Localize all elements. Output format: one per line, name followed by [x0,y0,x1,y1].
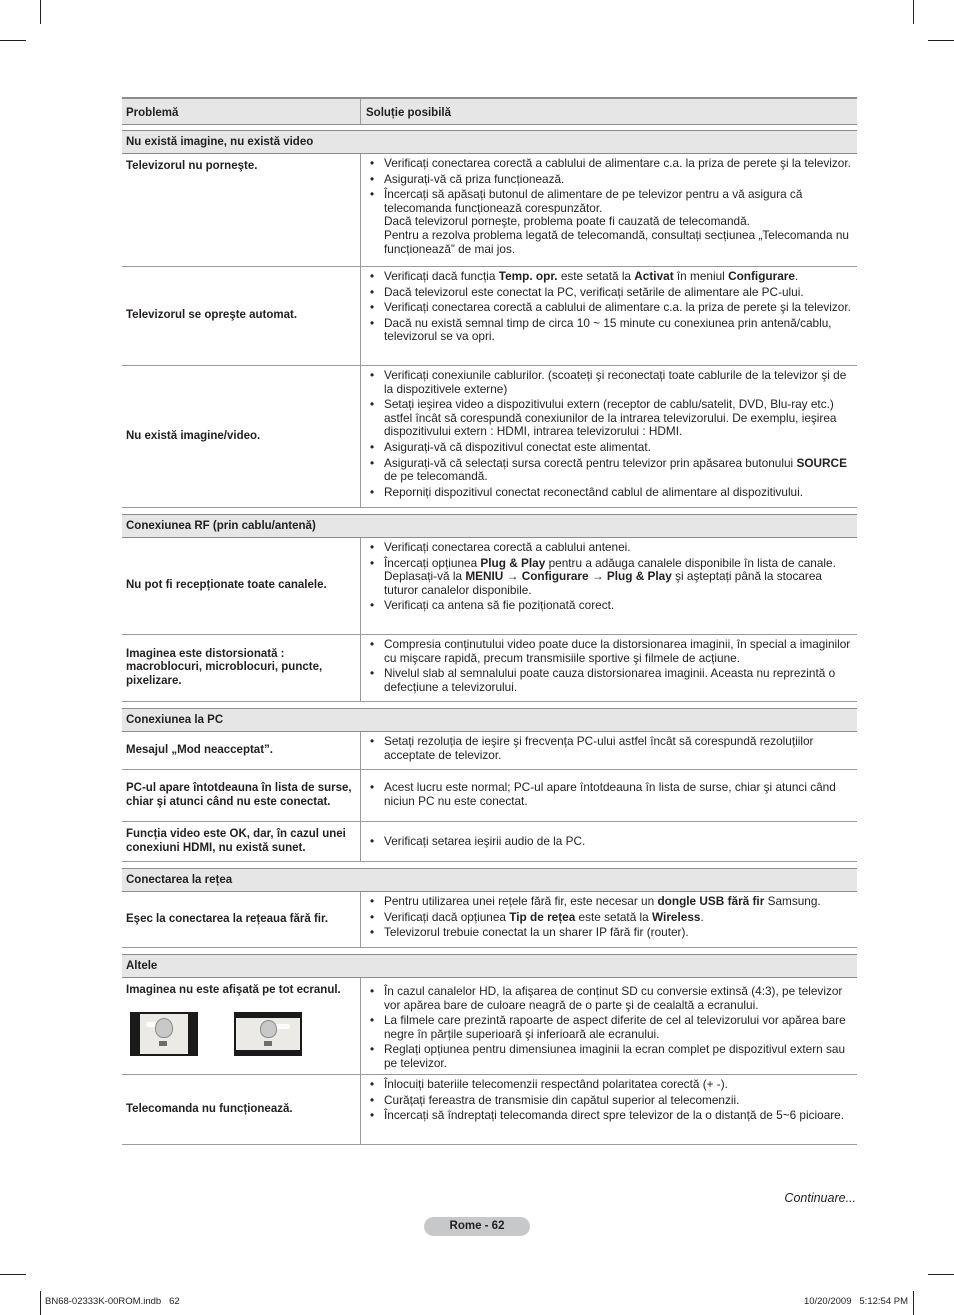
problem-text: Televizorul nu porneşte. [126,160,258,172]
table-row [122,732,857,770]
problem-text: PC-ul apare întotdeauna în lista de surse, chiar şi atunci când nu este conectat. [126,781,352,808]
menu-keyword: MENIU [465,569,504,584]
solution-cell [361,822,857,861]
table-row [122,538,857,635]
tv-pillarbox-illustration [130,1012,198,1056]
problem-text: Televizorul se opreşte automat. [126,309,298,322]
solution-item [369,270,851,284]
problem-text: Nu există imagine/video. [126,429,261,442]
problem-cell [122,822,361,861]
table-row [122,892,857,948]
solution-item: • La filmele care prezintă rapoarte de aspect diferite de cel al televizorului vor apărea bare negre în părțile superioară şi inferioară ale ecranului. [369,1014,851,1041]
table-row [122,635,857,702]
solution-item: • Setați rezoluția de ieşire şi frecvența PC-ului astfel încât să corespundă rezoluțiilor acceptate de televizor. [369,735,851,762]
solution-text: Încercați opțiunea [384,555,481,570]
solution-item: • Verificați conectarea corectă a cablului de alimentare c.a. la priza de perete şi la televizor. [369,157,851,171]
solution-item: • Nivelul slab al semnalului poate cauza distorsionarea imaginii. Aceasta nu reprezintă o defecțiune a televizorului. [369,667,851,694]
crop-mark [0,40,26,41]
table-row [122,978,857,1075]
solution-text: Samsung. [764,894,821,908]
solution-text: Verificați dacă opțiunea [384,909,510,924]
table-row [122,822,857,862]
solution-item: • Verificați setarea ieşirii audio de la PC. [369,835,585,849]
problem-cell [122,770,361,821]
table-row [122,154,857,267]
solution-text: Asigurați-vă că selectați sursa corectă pentru televizor prin apăsarea butonului [384,455,797,470]
solution-text: este setată la [575,909,653,924]
crop-mark [40,1291,41,1315]
problem-text: Imaginea este distorsionată : macroblocuri, microblocuri, puncte, pixelizare. [126,647,323,687]
solution-text: şi aşteptați până la stocarea tuturor canalelor disponibile. [384,569,822,597]
problem-cell [122,1075,361,1144]
table-row [122,1075,857,1145]
header-problem: Problemă [122,99,361,124]
crop-mark [928,1274,954,1275]
problem-cell [122,154,361,266]
page-number-badge: Rome - 62 [424,1217,530,1236]
problem-cell [122,366,361,507]
solution-cell [361,770,857,821]
menu-keyword: Activat [634,269,674,283]
section-title: Conexiunea RF (prin cablu/antenă) [122,514,857,538]
solution-item: • Înlocuiți bateriile telecomenzii respectând polaritatea corectă (+ -). [369,1078,851,1092]
solution-text: Încercați să apăsați butonul de alimentare de pe televizor pentru a vă asigura că telecomanda funcționează corespunzător. [384,187,803,215]
solution-cell [361,1075,857,1144]
menu-keyword: Wireless [652,909,701,924]
problem-cell [122,978,361,1074]
problem-text: Funcția video este OK, dar, în cazul unei conexiuni HDMI, nu există sunet. [126,827,346,854]
arrow: → [503,569,522,584]
problem-text: Telecomanda nu funcționează. [126,1102,293,1115]
solution-text: pentru a adăuga canalele disponibile în lista de canale. [545,555,836,570]
menu-keyword: Tip de rețea [509,909,576,924]
solution-cell [361,978,857,1074]
solution-item [369,557,851,598]
solution-item: • Dacă televizorul este conectat la PC, verificați setările de alimentare ale PC-ului. [369,286,851,300]
table-row [122,366,857,508]
solution-cell [361,267,857,365]
solution-item: • Încercați să îndreptați telecomanda direct spre televizor de la o distanță de 5~6 picioare. [369,1109,851,1123]
solution-text: este setată la [557,269,635,283]
solution-item: • Verificați conexiunile cablurilor. (scoateți şi reconectați toate cablurile de la televizor şi de la dispozitivele externe) [369,369,851,396]
solution-text: în meniul [673,269,729,283]
troubleshooting-table [122,97,857,1145]
crop-mark [913,1291,914,1315]
problem-cell [122,538,361,634]
table-header [122,97,857,125]
product-keyword: dongle USB fără fir [657,894,765,908]
table-row [122,267,857,366]
solution-text: Pentru utilizarea unei rețele fără fir, este necesar un [384,894,658,908]
header-solution: Soluție posibilă [366,107,451,119]
solution-item [369,895,851,909]
section-title: Altele [122,954,857,978]
solution-item [369,457,851,484]
solution-item: • Asigurați-vă că priza funcționează. [369,173,851,187]
solution-item: • Verificați conectarea corectă a cablului antenei. [369,541,851,555]
solution-item: • Asigurați-vă că dispozitivul conectat este alimentat. [369,441,851,455]
print-file-name: BN68-02333K-00ROM.indb 62 [45,1296,180,1307]
solution-item: • Reporniți dispozitivul conectat reconectând cablul de alimentare al dispozitivului. [369,486,851,500]
print-datetime: 10/20/2009 5:12:54 PM [803,1296,908,1307]
problem-text: Eşec la conectarea la rețeaua fără fir. [126,912,329,925]
problem-cell [122,732,361,769]
section-title: Nu există imagine, nu există video [122,130,857,154]
solution-item: • Verificați ca antena să fie poziționată corect. [369,599,851,613]
solution-item: • Setați ieşirea video a dispozitivului extern (receptor de cablu/satelit, DVD, Blu-ray etc.) astfel încât să corespundă conexiunilor de la intrarea televizorului. De exemplu, ieşirea dispozitivului extern : HDMI, intrarea televizorului : HDMI. [369,398,851,439]
section-title: Conexiunea la PC [122,708,857,732]
menu-keyword: Configurare [521,569,589,584]
problem-cell [122,635,361,701]
solution-item: • Televizorul trebuie conectat la un sharer IP fără fir (router). [369,926,851,940]
solution-cell [361,154,857,266]
problem-cell [122,892,361,947]
solution-cell [361,635,857,701]
continued-label: Continuare... [784,1191,856,1205]
tv-letterbox-illustration [234,1012,302,1056]
menu-keyword: Configurare [728,269,795,283]
section-title: Conectarea la rețea [122,868,857,892]
menu-keyword: Plug & Play [480,555,546,570]
solution-item [369,188,851,256]
solution-text: . [700,909,704,924]
crop-mark [928,40,954,41]
menu-keyword: Plug & Play [606,569,672,584]
solution-item: • Compresia conținutului video poate duce la distorsionarea imaginii, în special a imaginilor cu mişcare rapidă, precum transmisiile sportive şi filmele de acțiune. [369,638,851,665]
solution-cell [361,732,857,769]
table-row [122,770,857,822]
problem-cell [122,267,361,365]
aspect-ratio-illustrations [130,1012,356,1056]
crop-mark [913,0,914,24]
solution-text: Pentru a rezolva problema legată de telecomandă, consultați secțiunea „Telecomanda nu funcționează” de mai jos. [384,227,849,256]
problem-text: Mesajul „Mod neacceptat”. [126,743,273,756]
crop-mark [40,0,41,24]
solution-cell [361,366,857,507]
solution-cell [361,538,857,634]
solution-item: • Curățați fereastra de transmisie din capătul superior al telecomenzii. [369,1094,851,1108]
crop-mark [0,1274,26,1275]
solution-text: Verificați dacă funcția [384,269,499,283]
solution-text: Deplasați-vă la [384,569,466,584]
button-keyword: SOURCE [796,455,847,470]
solution-cell [361,892,857,947]
arrow: → [588,569,607,584]
solution-item [369,911,851,925]
solution-text: de pe telecomandă. [384,469,488,484]
problem-text: Imaginea nu este afişată pe tot ecranul. [126,984,341,996]
solution-item: • Dacă nu există semnal timp de circa 10 ~ 15 minute cu conexiunea prin antenă/cablu, televizorul se va opri. [369,317,851,344]
menu-keyword: Temp. opr. [498,269,558,283]
solution-item: • Verificați conectarea corectă a cablului de alimentare c.a. la priza de perete şi la televizor. [369,301,851,315]
problem-text: Nu pot fi recepționate toate canalele. [126,579,327,592]
solution-text: . [794,269,799,283]
solution-item: • În cazul canalelor HD, la afişarea de conținut SD cu conversie extinsă (4:3), pe televizor vor apărea bare de culoare neagră de o parte şi de cealaltă a ecranului. [369,985,851,1012]
solution-text: Dacă televizorul porneşte, problema poate fi cauzată de telecomandă. [384,214,750,229]
solution-item: • Acest lucru este normal; PC-ul apare întotdeauna în lista de surse, chiar şi atunci când niciun PC nu este conectat. [369,781,851,808]
solution-item: • Reglați opțiunea pentru dimensiunea imaginii la ecran complet pe dispozitivul extern sau pe televizor. [369,1043,851,1070]
